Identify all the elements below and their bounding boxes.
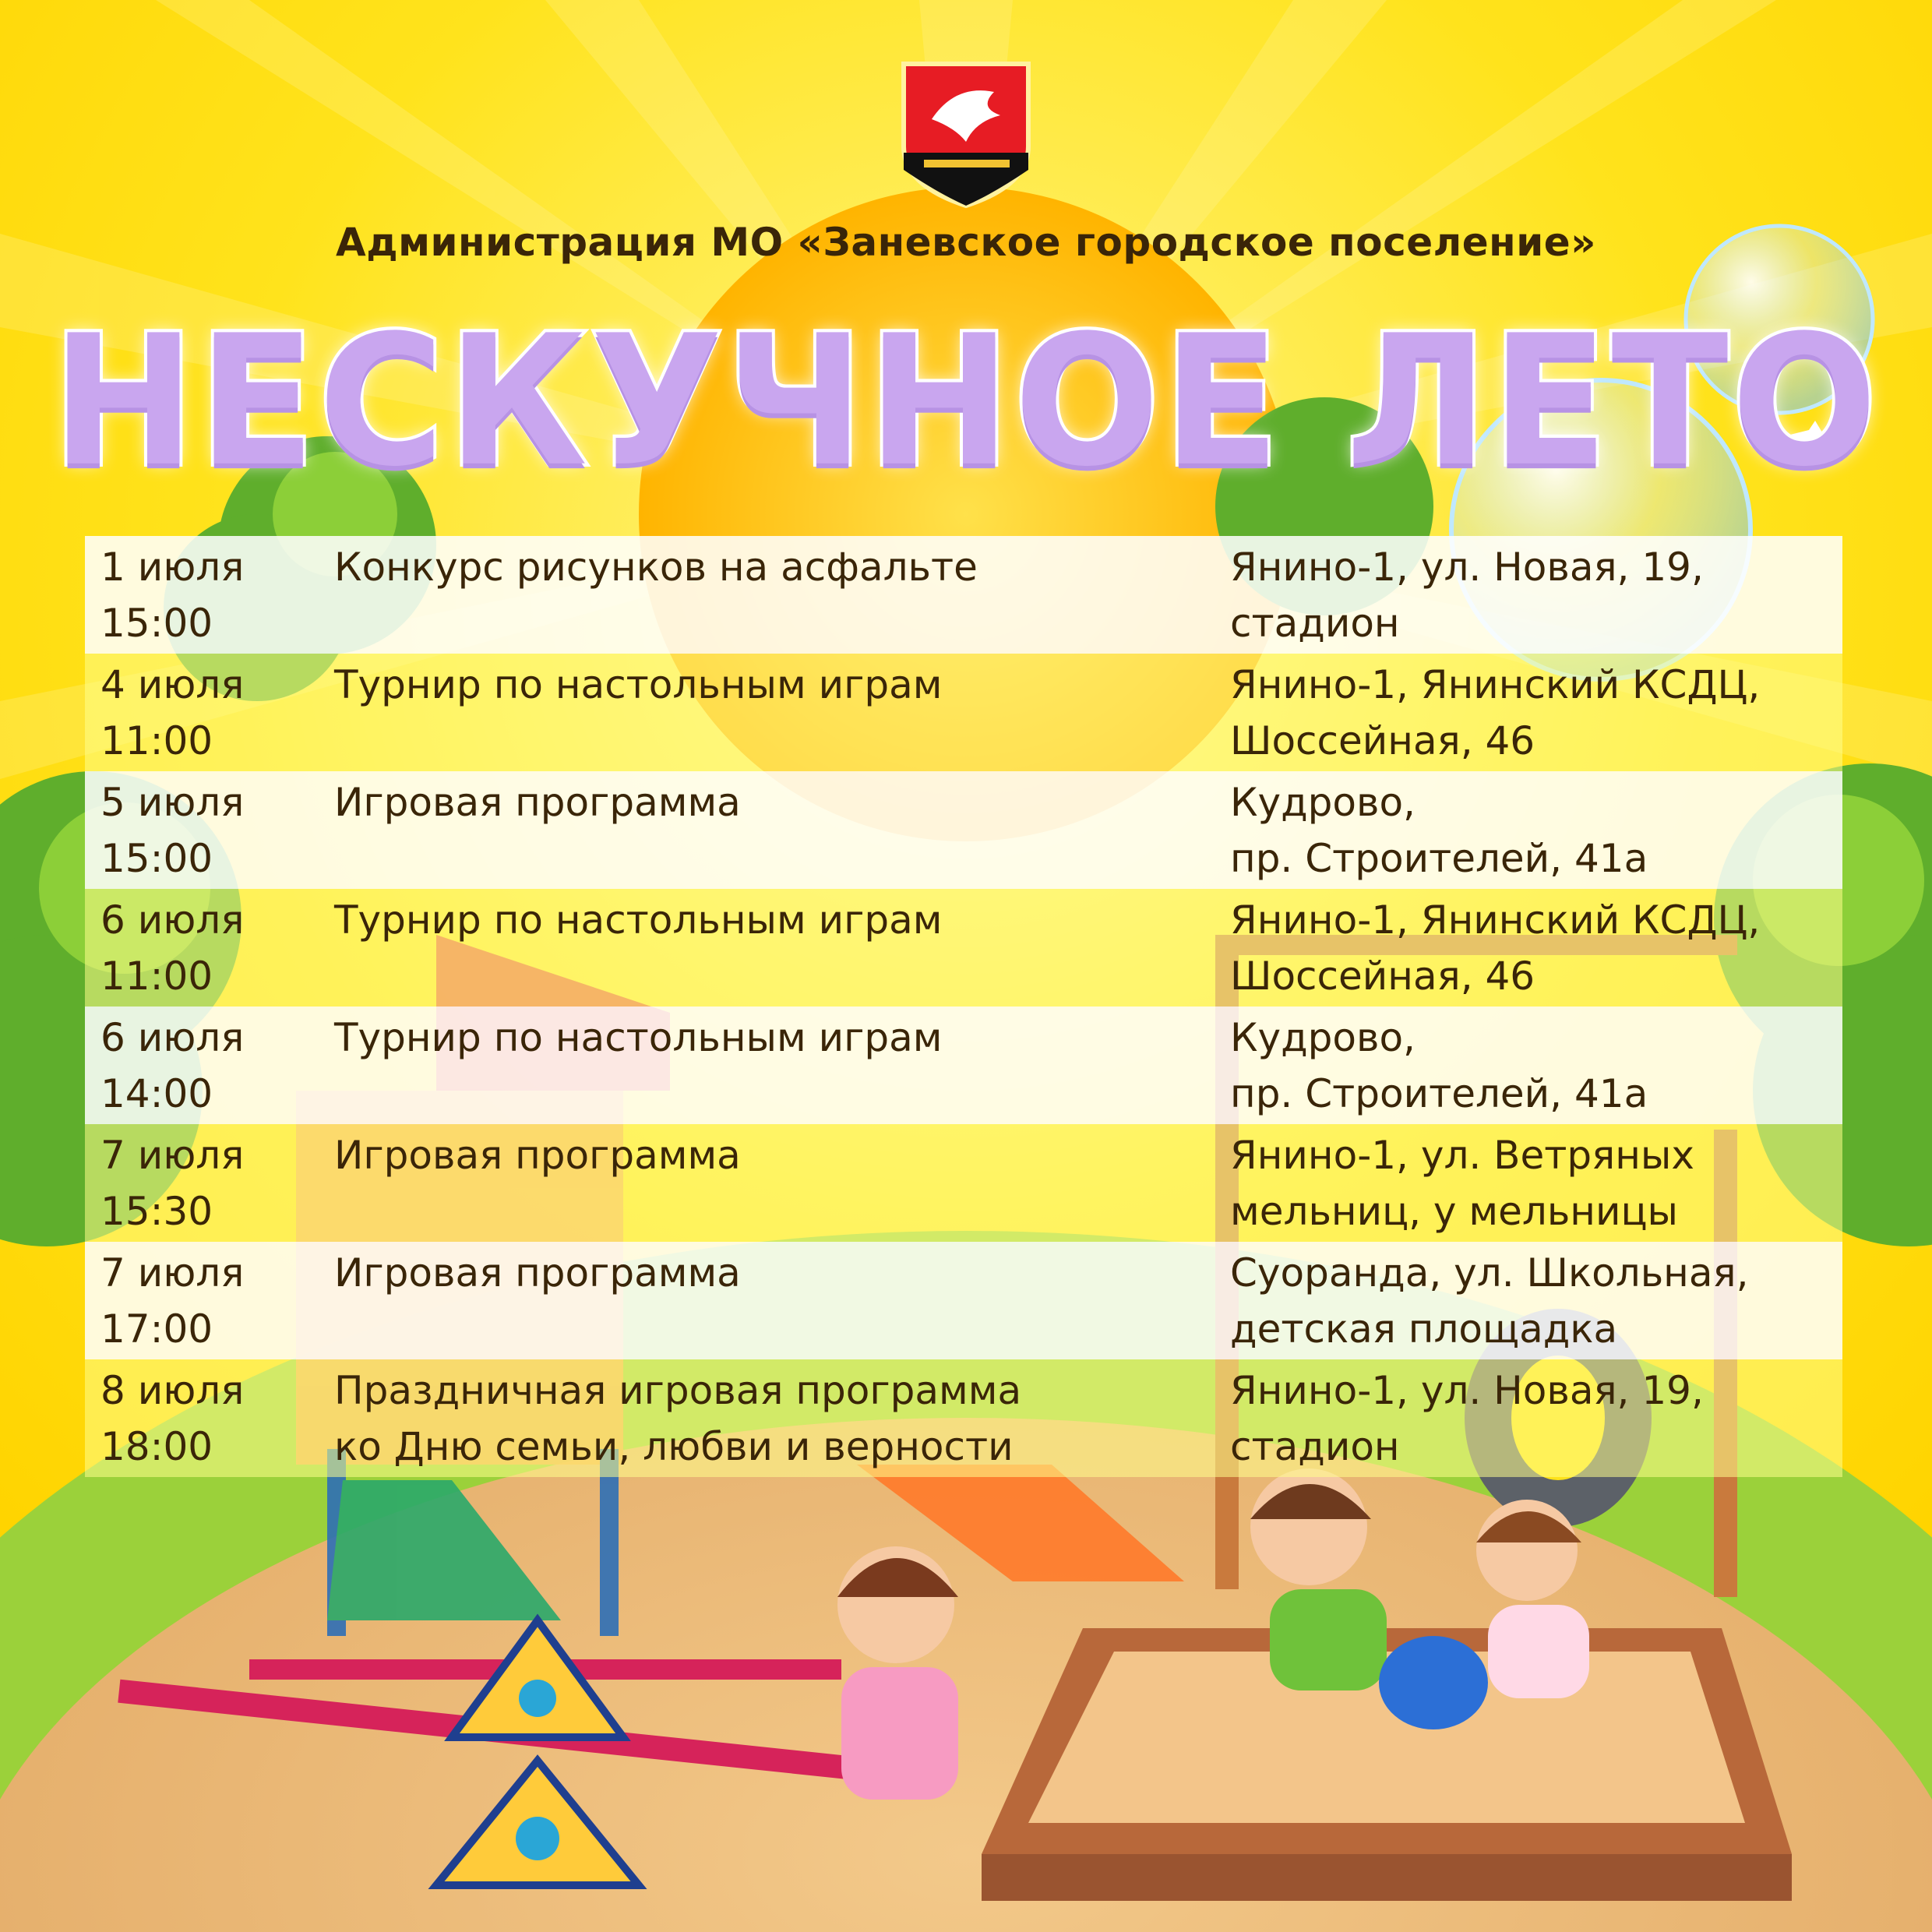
schedule-row [85,771,1842,889]
event-datetime-time: 15:00 [100,836,213,881]
organization-name: Администрация МО «Заневское городское поселение» [336,220,1596,265]
schedule-row [85,889,1842,1007]
event-location [1230,1007,1842,1124]
event-title-event1: Игровая программа [334,780,741,825]
event-datetime-date: 7 июля [100,1133,245,1178]
event-schedule-table [85,536,1842,1477]
schedule-row [85,1124,1842,1242]
event-title [334,654,1230,771]
event-location [1230,654,1842,771]
event-title [334,1007,1230,1124]
event-datetime-date: 4 июля [100,662,245,707]
event-title-event1: Турнир по настольным играм [334,662,943,707]
event-location-place2: пр. Строителей, 41а [1230,1071,1648,1116]
event-title-event1: Турнир по настольным играм [334,897,943,943]
event-title [334,1242,1230,1359]
event-title [334,889,1230,1007]
event-title-event1: Конкурс рисунков на асфальте [334,545,978,590]
page-title: НЕСКУЧНОЕ ЛЕТО [51,296,1881,506]
event-location-place2: Шоссейная, 46 [1230,718,1535,763]
event-location [1230,1124,1842,1242]
event-location-place1: Янино-1, Янинский КСДЦ, [1230,897,1761,943]
event-location [1230,536,1842,654]
event-title-event2: ко Дню семьи, любви и верности [334,1424,1014,1469]
event-datetime [85,1242,334,1359]
event-datetime-time: 14:00 [100,1071,213,1116]
event-title-event1: Праздничная игровая программа [334,1368,1022,1413]
event-location [1230,771,1842,889]
event-location-place2: детская площадка [1230,1306,1618,1352]
event-location-place1: Кудрово, [1230,780,1416,825]
event-location-place1: Янино-1, ул. Новая, 19, [1230,545,1704,590]
event-location-place2: мельниц, у мельницы [1230,1189,1678,1234]
event-location [1230,1242,1842,1359]
schedule-row [85,654,1842,771]
event-datetime-time: 15:30 [100,1189,213,1234]
event-location-place1: Суоранда, ул. Школьная, [1230,1250,1749,1296]
event-location-place1: Янино-1, ул. Новая, 19, [1230,1368,1704,1413]
event-location-place1: Янино-1, ул. Ветряных [1230,1133,1694,1178]
event-datetime [85,1007,334,1124]
schedule-row [85,1007,1842,1124]
event-datetime-time: 17:00 [100,1306,213,1352]
event-location-place2: Шоссейная, 46 [1230,954,1535,999]
event-location-place2: стадион [1230,1424,1400,1469]
event-datetime-time: 15:00 [100,601,213,646]
event-datetime-time: 11:00 [100,954,213,999]
schedule-row [85,1359,1842,1477]
schedule-row [85,1242,1842,1359]
event-location-place1: Кудрово, [1230,1015,1416,1060]
schedule-row [85,536,1842,654]
event-title-event1: Игровая программа [334,1133,741,1178]
event-location-place2: стадион [1230,601,1400,646]
event-datetime [85,1124,334,1242]
event-datetime [85,1359,334,1477]
event-datetime [85,654,334,771]
event-datetime-time: 11:00 [100,718,213,763]
event-datetime-date: 6 июля [100,1015,245,1060]
event-location [1230,1359,1842,1477]
event-title [334,1359,1230,1477]
event-title [334,1124,1230,1242]
event-datetime-date: 5 июля [100,780,245,825]
event-datetime-date: 6 июля [100,897,245,943]
coat-of-arms-logo [901,61,1031,209]
event-datetime [85,771,334,889]
event-datetime-date: 7 июля [100,1250,245,1296]
event-datetime [85,889,334,1007]
event-title [334,771,1230,889]
event-location-place1: Янино-1, Янинский КСДЦ, [1230,662,1761,707]
event-datetime-time: 18:00 [100,1424,213,1469]
event-location [1230,889,1842,1007]
event-title [334,536,1230,654]
event-datetime-date: 8 июля [100,1368,245,1413]
event-datetime-date: 1 июля [100,545,245,590]
event-title-event1: Турнир по настольным играм [334,1015,943,1060]
event-location-place2: пр. Строителей, 41а [1230,836,1648,881]
event-datetime [85,536,334,654]
event-title-event1: Игровая программа [334,1250,741,1296]
